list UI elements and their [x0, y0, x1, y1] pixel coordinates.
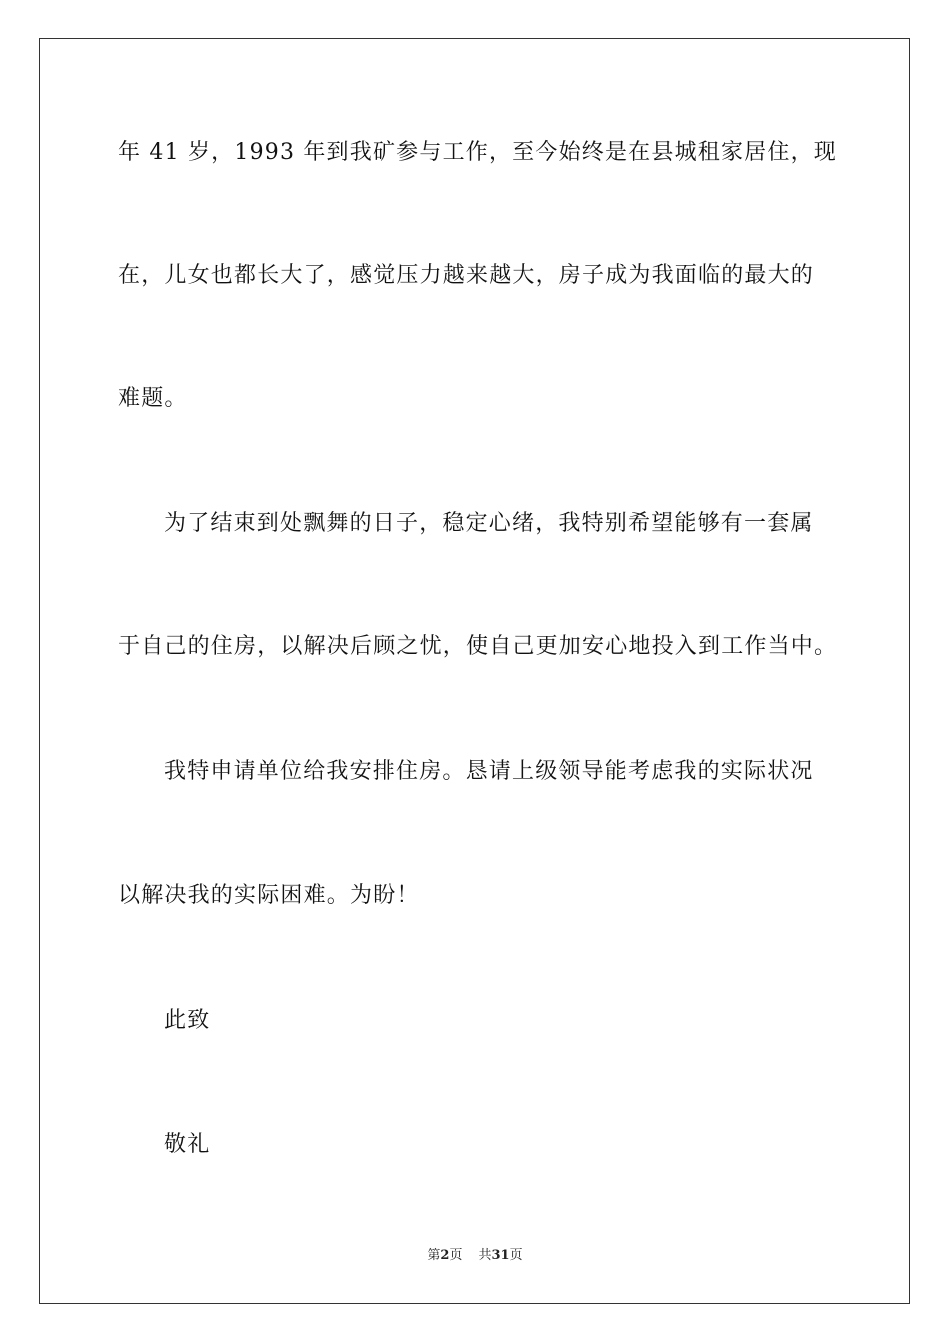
- closing-salutation: 此致: [164, 1008, 211, 1033]
- body-line-6: 我特申请单位给我安排住房。恳请上级领导能考虑我的实际状况: [164, 759, 814, 784]
- footer-total-prefix: 共: [478, 1248, 492, 1263]
- body-line-2: 在，儿女也都长大了，感觉压力越来越大，房子成为我面临的最大的: [118, 263, 815, 288]
- footer-total-suffix: 页: [509, 1248, 523, 1263]
- body-line-3: 难题。: [118, 386, 188, 411]
- page-footer: [0, 1247, 950, 1265]
- footer-page-suffix: 页: [449, 1248, 463, 1263]
- body-line-7: 以解决我的实际困难。为盼！: [118, 883, 420, 908]
- footer-page-prefix: 第: [427, 1248, 441, 1263]
- footer-total-pages: 31: [491, 1248, 510, 1263]
- body-line-5: 于自己的住房，以解决后顾之忧，使自己更加安心地投入到工作当中。: [118, 634, 838, 659]
- page-frame: [39, 38, 910, 1304]
- body-line-4: 为了结束到处飘舞的日子，稳定心绪，我特别希望能够有一套属: [164, 511, 814, 536]
- closing-regards: 敬礼: [164, 1132, 211, 1157]
- footer-page-number: 2: [440, 1248, 450, 1263]
- body-line-1: 年 41 岁，1993 年到我矿参与工作，至今始终是在县城租家居住，现: [118, 140, 837, 165]
